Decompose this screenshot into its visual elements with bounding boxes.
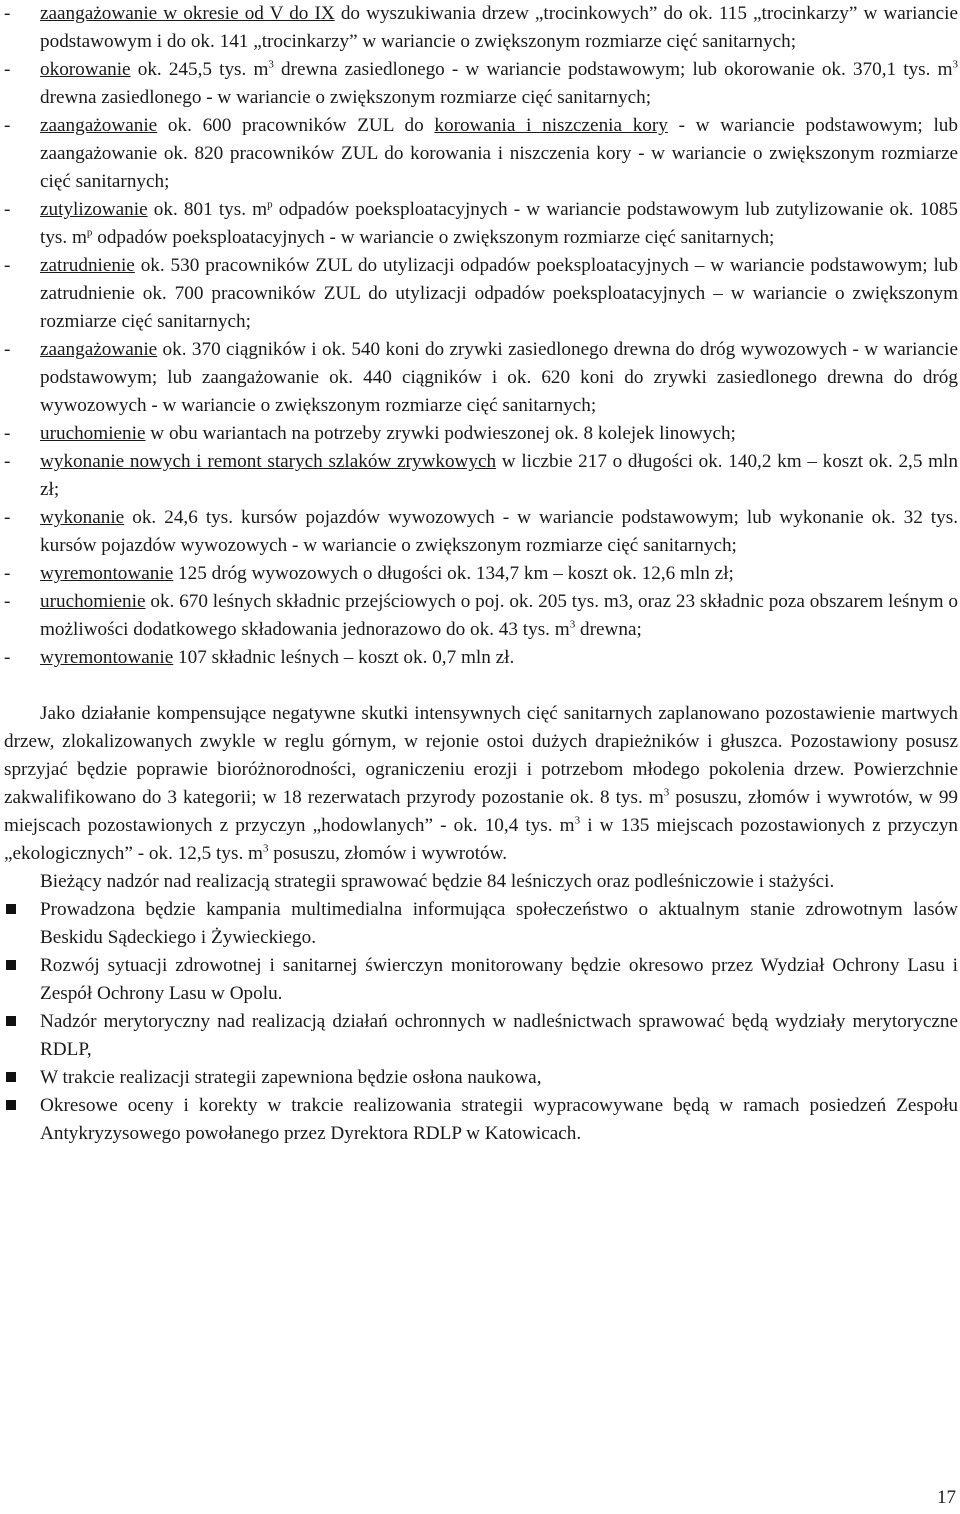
bullet-item [4,1092,958,1148]
square-bullet-icon [6,904,16,914]
measures-bullet-list [4,896,958,1148]
compensation-paragraph: Jako działanie kompensujące negatywne skutki intensywnych cięć sanitarnych zaplanowano pozostawienie martwych drzew, zlokalizowanych zwykle w reglu górnym, w rejonie ostoi dużych drapieżników i głuszca. Pozostawiony posusz sprzyjać będzie poprawie bioróżnorodności, ograniczeniu erozji i potrzebom młodego pokolenia drzew. Powierzchnie zakwalifikowano do 3 kategorii; w 18 rezerwatach przyrody pozostanie ok. 8 tys. $m^3$ posuszu, złomów i wywrotów, w 99 miejscach pozostawionych z przyczyn „hodowlanych” - ok. 10,4 tys. $m^3$ i w 135 miejscach pozostawionych z przyczyn „ekologicznych” - ok. 12,5 tys. $m^3$ posuszu, złomów i wywrotów. [4,703,959,864]
item-text: ok. 801 tys. $m^p$ odpadów poeksploatacyjnych - w wariancie podstawowym lub zutylizowanie ok. 1085 tys. $m^p$ odpadów poeksploatacyjnych - w wariancie o zwiększonym rozmiarze cięć sanitarnych; [40,198,958,248]
list-item [4,420,958,448]
item-text: ok. 600 pracowników ZUL do korowania i niszczenia kory - w wariancie podstawowym; lub zaangażowanie ok. 820 pracowników ZUL do korowania i niszczenia kory - w wariancie o zwiększonym rozmiarze cięć sanitarnych; [40,115,958,192]
list-item [4,644,958,672]
list-item [4,560,958,588]
square-bullet-icon [6,1016,16,1026]
item-text: ok. 245,5 tys. $m^3$ drewna zasiedlonego - w wariancie podstawowym; lub okorowanie ok. 370,1 tys. $m^3$ drewna zasiedlonego - w wariancie o zwiększonym rozmiarze cięć sanitarnych; [40,58,958,108]
dash-marker: - [4,451,11,472]
list-item [4,196,958,252]
list-item [4,56,958,112]
dash-marker: - [4,423,11,444]
dash-marker: - [4,255,11,276]
bullet-item [4,1008,958,1064]
item-text: 107 składnic leśnych – koszt ok. 0,7 mln zł. [173,647,515,668]
bullet-text: Okresowe oceny i korekty w trakcie realizowania strategii wypracowywane będą w ramach posiedzeń Zespołu Antykryzysowego powołanego przez Dyrektora RDLP w Katowicach. [40,1095,958,1144]
bullet-item [4,952,958,1008]
item-label: zutylizowanie [40,199,148,220]
dash-marker: - [4,563,11,584]
dash-marker: - [4,199,11,220]
list-item [4,504,958,560]
list-item [4,336,958,420]
dash-marker: - [4,3,11,24]
supervision-paragraph: Bieżący nadzór nad realizacją strategii sprawować będzie 84 leśniczych oraz podleśniczowie i stażyści. [40,871,835,892]
item-label: wyremontowanie [40,563,174,584]
item-text: 125 dróg wywozowych o długości ok. 134,7 km – koszt ok. 12,6 mln zł; [173,563,734,584]
list-item [4,252,958,336]
item-label: okorowanie [40,59,131,80]
spacer [4,672,958,700]
bullet-text: Rozwój sytuacji zdrowotnej i sanitarnej świerczyn monitorowany będzie okresowo przez Wydział Ochrony Lasu i Zespół Ochrony Lasu w Opolu. [40,955,958,1004]
bullet-text: Prowadzona będzie kampania multimedialna informująca społeczeństwo o aktualnym stanie zdrowotnym lasów Beskidu Sądeckiego i Żywieckiego. [40,899,958,948]
item-label: wyremontowanie [40,647,174,668]
item-text: do wyszukiwania drzew „trocinkowych” do ok. 115 „trocinkarzy” w wariancie podstawowym i do ok. 141 „trocinkarzy” w wariancie o zwiększonym rozmiarze cięć sanitarnych; [40,3,958,52]
item-text: ok. 370 ciągników i ok. 540 koni do zrywki zasiedlonego drewna do dróg wywozowych - w wariancie podstawowym; lub zaangażowanie ok. 440 ciągników i ok. 620 koni do zrywki zasiedlonego drewna do dróg wywozowych - w wariancie o zwiększonym rozmiarze cięć sanitarnych; [40,339,958,416]
item-label: zatrudnienie [40,255,135,276]
dash-marker: - [4,115,11,136]
item-label: wykonanie [40,507,125,528]
dash-marker: - [4,647,11,668]
dash-marker: - [4,591,11,612]
item-text: ok. 24,6 tys. kursów pojazdów wywozowych - w wariancie podstawowym; lub wykonanie ok. 32 tys. kursów pojazdów wywozowych - w wariancie o zwiększonym rozmiarze cięć sanitarnych; [40,507,958,556]
bullet-text: Nadzór merytoryczny nad realizacją działań ochronnych w nadleśnictwach sprawować będą wydziały merytoryczne RDLP, [40,1011,958,1060]
item-text: ok. 530 pracowników ZUL do utylizacji odpadów poeksploatacyjnych – w wariancie podstawowym; lub zatrudnienie ok. 700 pracowników ZUL do utylizacji odpadów poeksploatacyjnych – w wariancie o zwiększonym rozmiarze cięć sanitarnych; [40,255,958,332]
item-label: uruchomienie [40,423,146,444]
list-item [4,0,958,56]
item-label: uruchomienie [40,591,146,612]
list-item [4,588,958,644]
item-text: ok. 670 leśnych składnic przejściowych o poj. ok. 205 tys. m3, oraz 23 składnic poza obszarem leśnym o możliwości dodatkowego składowania jednorazowo do ok. 43 tys. $m^3$ drewna; [40,591,958,640]
list-item [4,112,958,196]
dash-marker: - [4,507,11,528]
square-bullet-icon [6,1100,16,1110]
document-page [4,0,958,1148]
bullet-item [4,1064,958,1092]
item-label: zaangażowanie [40,115,158,136]
bullet-text: W trakcie realizacji strategii zapewniona będzie osłona naukowa, [40,1067,542,1088]
dash-marker: - [4,339,11,360]
action-list [4,0,958,672]
page-number: 17 [937,1487,956,1508]
list-item [4,448,958,504]
square-bullet-icon [6,960,16,970]
item-text: w liczbie 217 o długości ok. 140,2 km – koszt ok. 2,5 mln zł; [40,451,958,500]
square-bullet-icon [6,1072,16,1082]
item-label: zaangażowanie w okresie od V do IX [40,3,335,24]
item-text: w obu wariantach na potrzeby zrywki podwieszonej ok. 8 kolejek linowych; [145,423,736,444]
dash-marker: - [4,59,11,80]
bullet-item [4,896,958,952]
item-label: wykonanie nowych i remont starych szlaków zrywkowych [40,451,497,472]
item-label: zaangażowanie [40,339,158,360]
